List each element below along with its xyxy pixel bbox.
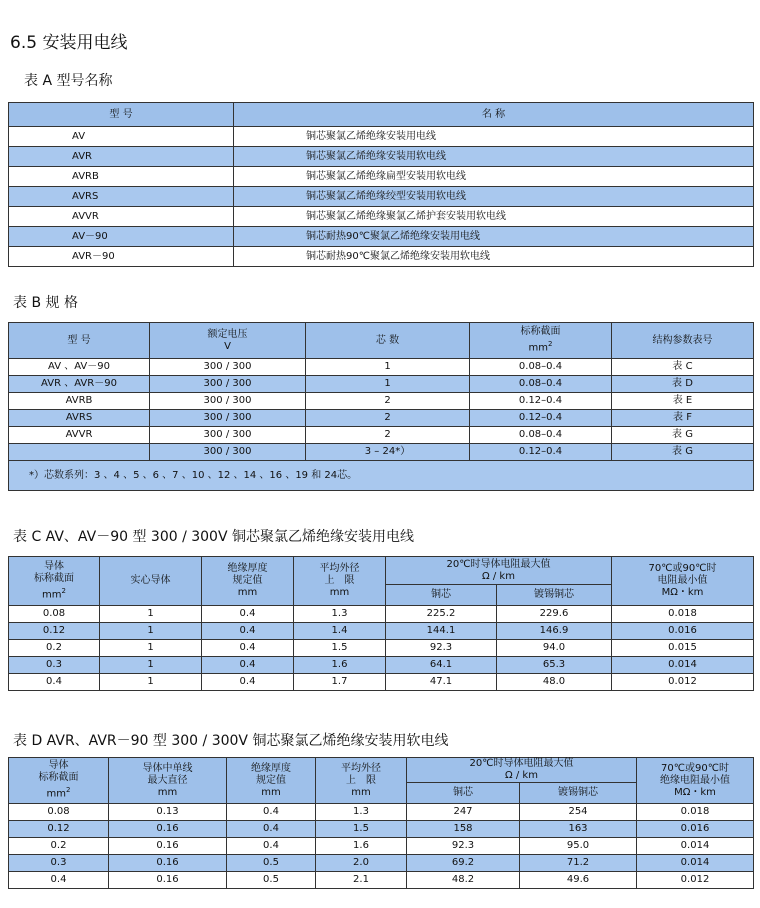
table-cell: 47.1 (386, 674, 497, 691)
table-b-note: *）芯数系列：3 、4 、5 、6 、7 、10 、12 、14 、16 、19 和 24芯。 (9, 461, 754, 491)
header-model: 型 号 (9, 323, 150, 359)
table-row (9, 187, 754, 207)
table-cell: 247 (407, 804, 520, 821)
table-cell: 146.9 (497, 623, 612, 640)
table-row (9, 821, 754, 838)
table-a (8, 102, 754, 267)
table-cell: 铜芯聚氯乙烯绝缘绞型安装用软电线 (234, 187, 754, 207)
table-cell: 1 (100, 640, 202, 657)
table-cell: 表 G (612, 444, 754, 461)
table-cell: 0.13 (109, 804, 227, 821)
table-cell: 64.1 (386, 657, 497, 674)
table-cell: AVVR (9, 207, 234, 227)
header-insulation: 绝缘厚度 规定值 mm (202, 557, 294, 606)
header-voltage: 额定电压 V (150, 323, 306, 359)
table-cell: 0.014 (637, 855, 754, 872)
table-cell: 2 (306, 427, 470, 444)
table-cell: 1 (306, 359, 470, 376)
table-cell: 95.0 (520, 838, 637, 855)
table-cell: AVVR (9, 427, 150, 444)
table-cell: 铜芯耐热90℃聚氯乙烯绝缘安装用软电线 (234, 247, 754, 267)
table-cell: 1 (306, 376, 470, 393)
table-d (8, 757, 754, 889)
table-cell: 300 / 300 (150, 410, 306, 427)
table-cell: 49.6 (520, 872, 637, 889)
table-cell: 254 (520, 804, 637, 821)
table-cell: 71.2 (520, 855, 637, 872)
table-cell: 0.08–0.4 (470, 376, 612, 393)
table-row (9, 838, 754, 855)
table-cell: AV (9, 127, 234, 147)
table-cell: 0.12–0.4 (470, 393, 612, 410)
table-row (9, 427, 754, 444)
table-cell: 65.3 (497, 657, 612, 674)
table-cell: 0.08–0.4 (470, 359, 612, 376)
table-row (9, 393, 754, 410)
table-cell: 0.16 (109, 872, 227, 889)
table-cell: 0.5 (227, 855, 316, 872)
header-conductor: 导体 标称截面 $mm^2$ (9, 758, 109, 804)
table-b-title: 表 B 规 格 (13, 295, 78, 311)
table-cell: 0.4 (202, 640, 294, 657)
table-cell: 48.2 (407, 872, 520, 889)
table-cell: 0.4 (227, 804, 316, 821)
table-cell: 163 (520, 821, 637, 838)
table-cell: 0.08 (9, 804, 109, 821)
table-cell: 2 (306, 410, 470, 427)
table-cell: 表 G (612, 427, 754, 444)
table-cell: 0.08 (9, 606, 100, 623)
table-cell: 229.6 (497, 606, 612, 623)
table-cell (9, 444, 150, 461)
table-cell: 铜芯耐热90℃聚氯乙烯绝缘安装用电线 (234, 227, 754, 247)
table-cell: 69.2 (407, 855, 520, 872)
table-row (9, 359, 754, 376)
table-cell: 表 F (612, 410, 754, 427)
table-row (9, 674, 754, 691)
table-cell: AVRB (9, 393, 150, 410)
table-cell: 2.0 (316, 855, 407, 872)
table-row (9, 872, 754, 889)
table-cell: 表 D (612, 376, 754, 393)
table-cell: 300 / 300 (150, 393, 306, 410)
table-cell: 300 / 300 (150, 359, 306, 376)
table-cell: 158 (407, 821, 520, 838)
table-cell: 144.1 (386, 623, 497, 640)
table-cell: 0.16 (109, 855, 227, 872)
table-row (9, 127, 754, 147)
table-cell: 1.4 (294, 623, 386, 640)
table-cell: 0.015 (612, 640, 754, 657)
table-cell: AVR (9, 147, 234, 167)
table-cell: 铜芯聚氯乙烯绝缘安装用软电线 (234, 147, 754, 167)
table-cell: 0.4 (202, 606, 294, 623)
table-row (9, 640, 754, 657)
table-cell: 0.4 (227, 821, 316, 838)
table-cell: 1 (100, 657, 202, 674)
table-cell: 铜芯聚氯乙烯绝缘安装用电线 (234, 127, 754, 147)
table-cell: 0.018 (612, 606, 754, 623)
table-cell: 1.6 (316, 838, 407, 855)
table-cell: 0.012 (612, 674, 754, 691)
table-cell: 92.3 (407, 838, 520, 855)
table-cell: 1.5 (294, 640, 386, 657)
header-resistance: 20℃时导体电阻最大值 Ω / km (407, 758, 637, 783)
table-cell: 0.016 (612, 623, 754, 640)
table-row (9, 410, 754, 427)
table-cell: 48.0 (497, 674, 612, 691)
table-cell: 0.16 (109, 821, 227, 838)
table-cell: 0.2 (9, 838, 109, 855)
table-cell: 1.3 (316, 804, 407, 821)
table-cell: 300 / 300 (150, 427, 306, 444)
table-cell: AVRS (9, 410, 150, 427)
table-cell: 1 (100, 623, 202, 640)
table-cell: 1 (100, 606, 202, 623)
table-cell: 92.3 (386, 640, 497, 657)
table-cell: AVR 、AVR－90 (9, 376, 150, 393)
table-row (9, 657, 754, 674)
header-section: 标称截面 $mm^2$ (470, 323, 612, 359)
table-row (9, 855, 754, 872)
table-cell: 0.018 (637, 804, 754, 821)
table-cell: 1.5 (316, 821, 407, 838)
table-cell: 0.3 (9, 855, 109, 872)
header-ins-resistance: 70℃或90℃时 绝缘电阻最小值 MΩ・km (637, 758, 754, 804)
table-cell: 0.3 (9, 657, 100, 674)
table-cell: AV 、AV－90 (9, 359, 150, 376)
header-tinned: 镀锡铜芯 (497, 585, 612, 606)
header-resistance: 20℃时导体电阻最大值 Ω / km (386, 557, 612, 585)
header-od: 平均外径 上 限 mm (294, 557, 386, 606)
table-row (9, 247, 754, 267)
table-row (9, 167, 754, 187)
header-cores: 芯 数 (306, 323, 470, 359)
table-cell: 2.1 (316, 872, 407, 889)
table-cell: 1.6 (294, 657, 386, 674)
table-row (9, 606, 754, 623)
header-insulation: 绝缘厚度 规定值 mm (227, 758, 316, 804)
table-cell: 1.7 (294, 674, 386, 691)
table-cell: AVR－90 (9, 247, 234, 267)
table-cell: 300 / 300 (150, 444, 306, 461)
table-cell: 0.2 (9, 640, 100, 657)
table-cell: 0.12–0.4 (470, 444, 612, 461)
table-cell: 300 / 300 (150, 376, 306, 393)
header-copper: 铜芯 (386, 585, 497, 606)
header-model: 型 号 (9, 103, 234, 127)
table-cell: 0.4 (9, 872, 109, 889)
table-cell: 1 (100, 674, 202, 691)
table-b (8, 322, 754, 491)
table-cell: 铜芯聚氯乙烯绝缘扁型安装用软电线 (234, 167, 754, 187)
table-cell: 0.4 (202, 674, 294, 691)
table-row (9, 623, 754, 640)
header-od: 平均外径 上 限 mm (316, 758, 407, 804)
table-row (9, 147, 754, 167)
table-cell: 225.2 (386, 606, 497, 623)
table-cell: 0.16 (109, 838, 227, 855)
table-c-title: 表 C AV、AV－90 型 300 / 300V 铜芯聚氯乙烯绝缘安装用电线 (13, 529, 414, 545)
table-cell: 表 C (612, 359, 754, 376)
table-cell: 2 (306, 393, 470, 410)
table-cell: AVRS (9, 187, 234, 207)
table-cell: 0.12 (9, 821, 109, 838)
table-cell: 铜芯聚氯乙烯绝缘聚氯乙烯护套安装用软电线 (234, 207, 754, 227)
table-cell: 0.012 (637, 872, 754, 889)
table-row (9, 804, 754, 821)
header-struct-table: 结构参数表号 (612, 323, 754, 359)
table-cell: 1.3 (294, 606, 386, 623)
table-a-title: 表 A 型号名称 (24, 73, 113, 89)
table-cell: 0.4 (202, 657, 294, 674)
table-row (9, 207, 754, 227)
table-cell: 0.014 (612, 657, 754, 674)
table-row (9, 227, 754, 247)
header-copper: 铜芯 (407, 783, 520, 804)
header-conductor: 导体 标称截面 $mm^2$ (9, 557, 100, 606)
table-cell: 0.4 (202, 623, 294, 640)
table-cell: 0.4 (9, 674, 100, 691)
table-cell: 0.08–0.4 (470, 427, 612, 444)
table-d-title: 表 D AVR、AVR－90 型 300 / 300V 铜芯聚氯乙烯绝缘安装用软电线 (13, 733, 449, 749)
table-cell: 0.5 (227, 872, 316, 889)
header-name: 名 称 (234, 103, 754, 127)
table-cell: 94.0 (497, 640, 612, 657)
table-row (9, 444, 754, 461)
table-cell: 表 E (612, 393, 754, 410)
table-cell: AVRB (9, 167, 234, 187)
header-tinned: 镀锡铜芯 (520, 783, 637, 804)
table-row (9, 376, 754, 393)
header-ins-resistance: 70℃或90℃时 电阻最小值 MΩ・km (612, 557, 754, 606)
header-wire-dia: 导体中单线 最大直径 mm (109, 758, 227, 804)
table-cell: 0.12 (9, 623, 100, 640)
table-cell: 3 – 24*） (306, 444, 470, 461)
header-solid: 实心导体 (100, 557, 202, 606)
table-c (8, 556, 754, 691)
table-cell: 0.016 (637, 821, 754, 838)
table-cell: AV－90 (9, 227, 234, 247)
table-cell: 0.12–0.4 (470, 410, 612, 427)
table-cell: 0.4 (227, 838, 316, 855)
section-title: 6.5 安装用电线 (10, 33, 128, 53)
table-cell: 0.014 (637, 838, 754, 855)
